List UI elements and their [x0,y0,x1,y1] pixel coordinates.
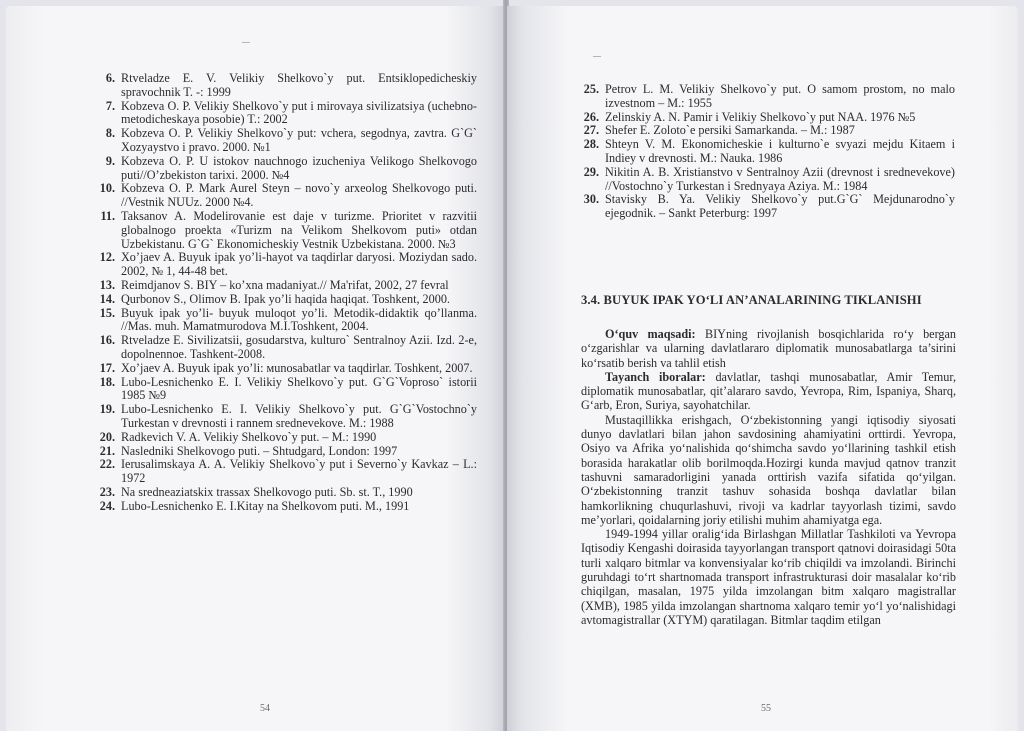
reference-text: Rtveladze E. V. Velikiy Shelkovo`y put. Entsiklopedicheskiy spravochnik T. -: 1999 [121,71,477,99]
reference-item [99,277,477,293]
reference-item [583,192,955,221]
reference-text: Qurbonov S., Olimov B. Ipak yo’li haqida haqiqat. Toshkent, 2000. [121,291,450,306]
keywords-text: davlatlar, tashqi munosabatlar, Amir Temur, diplomatik munosabatlar, qit’alararo savdo, Yevropa, Rim, Ispaniya, Sharq, G‘arb, Eron, Suriya, sayohatchilar. [581,369,956,413]
reference-text: Petrov L. M. Velikiy Shelkovo`y put. O samom prostom, no malo izvestnom – M.: 1955 [605,82,955,110]
reference-number: 7. [105,98,115,113]
reference-number: 12. [99,250,115,265]
reference-number: 15. [99,305,115,320]
reference-item [99,250,477,279]
reference-number: 28. [583,137,599,152]
reference-number: 18. [99,374,115,389]
reference-number: 23. [99,484,115,499]
reference-text: Stavisky B. Ya. Velikiy Shelkovo`y put.G`G` Mejdunarodno`y ejegodnik. – Sankt Peterburg: 1997 [605,192,955,221]
reference-text: Lubo-Lesnichenko E. I. Velikiy Shelkovo`y put. G`G`Vostochno`y Turkestan v drevnosti i rannem srednevekove. M.: 1988 [121,402,477,430]
body-paragraph: Mustaqillikka erishgach, O‘zbekistonning yangi iqtisodiy siyosati dunyo davlatlari bilan jahon savdosining ahamiyatini orttirdi. Yevropa, Osiyo va Afrika yo‘nalishida qo‘shimcha savdo yo‘llarining tashkil etish borasida harakatlar olib borilmoqda.Hozirgi kunda mavjud qatnov tranzit tashuvni samaradorligini yanada orttirish vazifa sifatida qo‘yilgan. O‘zbekistonning tranzit tashuv sohasida boshqa davlatlar bilan hamkorlikning chuqurlashuvi, rivoji va kadrlar tayyorlash tizimi, savdo me’yorlari, qoidalarning joriy etilishi muhim ahamiyatga ega. [581,412,956,527]
reference-text: Kobzeva O. P. U istokov nauchnogo izucheniya Velikogo Shelkovogo puti//O’zbekiston tarixi. 2000. №4 [121,153,477,182]
reference-number: 13. [99,277,115,292]
reference-list-right [583,82,955,221]
reference-text: Buyuk ipak yo’li- buyuk muloqot yo’li. Metodik-didaktik qo’llanma. //Mas. muh. Mamatmurodova M.I.Toshkent, 2004. [121,305,477,334]
reference-number: 22. [99,457,115,472]
reference-item [99,498,477,514]
reference-text: Taksanov A. Modelirovanie est daje v turizme. Prioritet v razvitii globalnogo proekta «Turizm na Velikom Shelkovom puti» otdan Uzbekistanu. G`G` Ekonomicheskiy Vestnik Uzbekistana. 2000. №3 [121,208,477,251]
reference-item [99,360,477,376]
goal-text: BIYning rivojlanish bosqichlarida ro‘y bergan o‘zgarishlar va ularning davlatlararo diplomatik munosabatlarga ta’sirini ko‘rsatib berish va tahlil etish [581,327,957,370]
reference-text: Rtveladze E. Sivilizatsii, gosudarstva, kulturo` Sentralnoy Azii. Izd. 2-e, dopolnennoe. Tashkent-2008. [121,333,477,361]
left-page [6,6,505,731]
reference-text: Nikitin A. B. Xristianstvo v Sentralnoy Azii (drevnost i srednevekove) //Vostochno`y Turkestan i Srednyaya Aziya. M.: 1984 [605,164,955,193]
reference-text: Ierusalimskaya A. A. Velikiy Shelkovo`y put i Severno`y Kavkaz – L.: 1972 [121,457,477,486]
reference-number: 30. [583,192,599,207]
reference-item [99,374,477,404]
reference-number: 27. [583,123,599,138]
reference-text: Zelinskiy A. N. Pamir i Velikiy Shelkovo`y put NAA. 1976 №5 [605,109,916,124]
right-page [507,6,1018,731]
reference-item [583,123,955,138]
reference-item [99,457,477,486]
reference-item [99,484,477,500]
reference-text: Radkevich V. A. Velikiy Shelkovo`y put. – M.: 1990 [121,429,377,444]
reference-item [100,208,477,251]
reference-item [99,181,477,210]
reference-number: 17. [99,360,115,375]
reference-number: 9. [105,153,115,168]
page-number-right: 55 [761,703,771,714]
reference-item [105,153,477,183]
reference-item [583,137,955,166]
reference-list-left [99,71,477,514]
keywords-paragraph [581,370,956,413]
reference-item [105,126,477,155]
body-paragraph: 1949-1994 yillar oralig‘ida Birlashgan Millatlar Tashkiloti va Yevropa Iqtisodiy Kengashi doirasida tayyorlangan transport qatnovi doirasidagi 50ta turli xalqaro bitmlar va konvensiyalar ko‘rib chiqildi va imzolandi. Birinchi guruhdagi to‘rt shartnomada transport infrastrukturasi doir masalalar ko‘rib chiqilgan, masalan, 1975 yilda imzolangan bitm xalqaro magistrallar (XMB), 1985 yilda imzolangan shartnoma xalqaro temir yo‘l yo‘nalishidagi avtomagistrallar (XTYM) qaratilagan. Bitmlar taqdim etilgan [581,527,956,627]
reference-text: Xo’jaev A. Buyuk ipak yo’li-hayot va taqdirlar daryosi. Moziydan sado. 2002, № 1, 44-48 bet. [121,250,477,279]
reference-text: Shteyn V. M. Ekonomicheskie i kulturno`e svyazi mejdu Kitaem i Indiey v drevnosti. M.: Nauka. 1986 [605,137,955,165]
section-title: 3.4. BUYUK IPAK YO‘LI AN’ANALARINING TIKLANISHI [581,293,922,307]
reference-item [99,333,477,362]
page-number-left: 54 [260,703,270,714]
reference-text: Nasledniki Shelkovogo puti. – Shtudgard, London: 1997 [121,443,398,458]
reference-number: 25. [583,82,599,96]
goal-paragraph [581,327,956,370]
reference-item [99,291,477,307]
goal-label: O‘quv maqsadi: [605,327,696,341]
reference-item [99,305,477,335]
reference-number: 20. [99,429,115,444]
reference-number: 11. [100,208,115,223]
reference-number: 8. [105,126,115,141]
reference-number: 6. [105,71,115,85]
reference-text: Kobzeva O. P. Velikiy Shelkovo`y put i mirovaya sivilizatsiya (uchebno-metodicheskaya posobie) T.: 2002 [121,98,477,127]
reference-number: 29. [583,164,599,179]
reference-number: 26. [583,109,599,124]
reference-number: 21. [99,443,115,458]
top-mark [593,56,601,57]
reference-text: Kobzeva O. P. Mark Aurel Steyn – novo`y arxeolog Shelkovogo puti. //Vestnik NUUz. 2000 №4. [121,181,477,210]
reference-text: Lubo-Lesnichenko E. I.Kitay na Shelkovom puti. M., 1991 [121,498,410,513]
reference-item [99,429,477,445]
reference-item [105,71,477,100]
reference-number: 16. [99,333,115,348]
reference-text: Shefer E. Zoloto`e persiki Samarkanda. – M.: 1987 [605,123,855,138]
reference-item [99,402,477,431]
reference-item [105,98,477,128]
keywords-label: Tayanch iboralar: [605,369,706,384]
reference-text: Xo’jaev A. Buyuk ipak yo’li: мunosabatlar va taqdirlar. Toshkent, 2007. [121,360,473,375]
top-mark [242,42,250,43]
reference-item [583,109,955,125]
reference-number: 19. [99,402,115,417]
reference-item [99,443,477,459]
reference-number: 14. [99,291,115,306]
reference-text: Na sredneaziatskix trassax Shelkovogo puti. Sb. st. T., 1990 [121,484,413,499]
reference-text: Kobzeva O. P. Velikiy Shelkovo`y put: vchera, segodnya, zavtra. G`G` Xozyaystvo i pravo. 2000. №1 [121,126,477,154]
reference-number: 24. [99,498,115,513]
reference-number: 10. [99,181,115,196]
reference-text: Reimdjanov S. BIY – ko’xna madaniyat.// Ma'rifat, 2002, 27 fevral [121,277,449,292]
reference-item [583,82,955,111]
section-body [581,327,956,627]
reference-item [583,164,955,194]
reference-text: Lubo-Lesnichenko E. I. Velikiy Shelkovo`y put. G`G`Voprosо` istorii 1985 №9 [121,374,477,403]
